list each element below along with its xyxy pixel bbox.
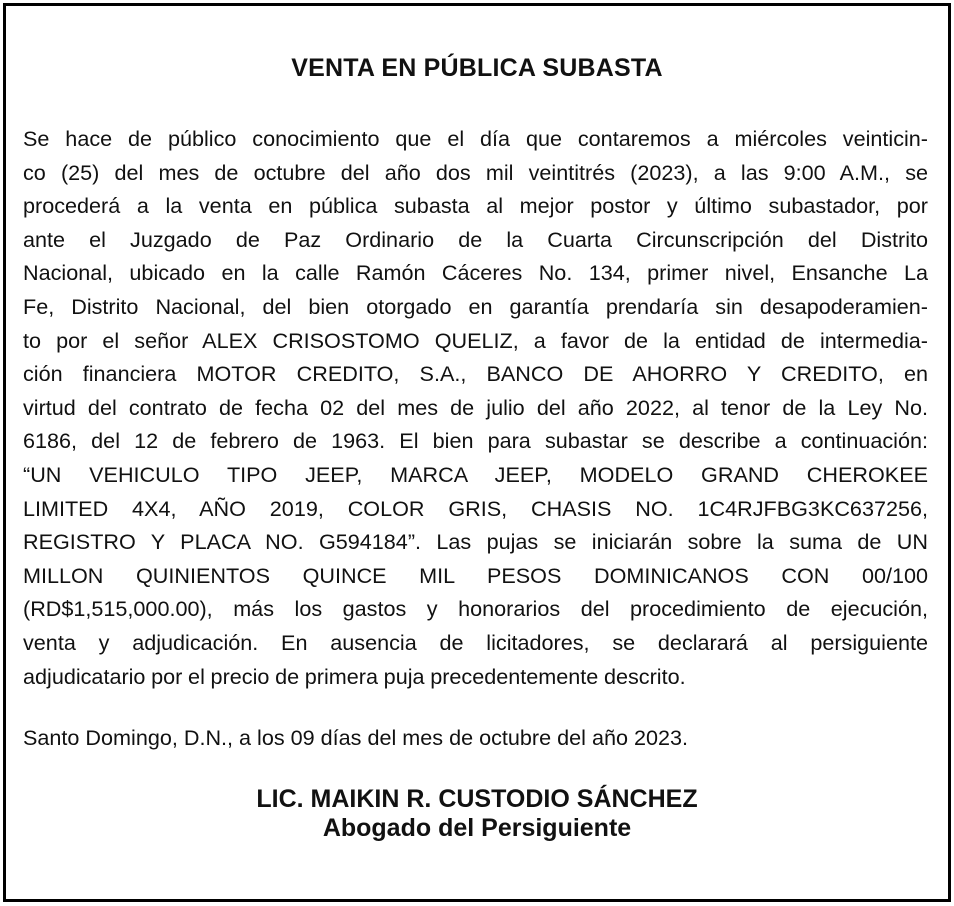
- body-line: to por el señor ALEX CRISOSTOMO QUELIZ, a favor de la entidad de intermedia-: [23, 327, 928, 353]
- body-line: procederá a la venta en pública subasta al mejor postor y último subastador, por: [23, 193, 928, 219]
- body-line: Fe, Distrito Nacional, del bien otorgado en garantía prendaría sin desapoderamien-: [23, 293, 928, 319]
- body-line: Nacional, ubicado en la calle Ramón Cáceres No. 134, primer nivel, Ensanche La: [23, 260, 928, 286]
- body-line: ción financiera MOTOR CREDITO, S.A., BANCO DE AHORRO Y CREDITO, en: [23, 361, 928, 387]
- body-line: virtud del contrato de fecha 02 del mes de julio del año 2022, al tenor de la Ley No.: [23, 394, 928, 420]
- notice-title: VENTA EN PÚBLICA SUBASTA: [291, 54, 663, 82]
- signer-role: Abogado del Persiguiente: [322, 814, 632, 842]
- body-line: REGISTRO Y PLACA NO. G594184”. Las pujas se iniciarán sobre la suma de UN: [23, 529, 928, 555]
- body-line: venta y adjudicación. En ausencia de licitadores, se declarará al persiguiente: [23, 629, 928, 655]
- body-line: LIMITED 4X4, AÑO 2019, COLOR GRIS, CHASIS NO. 1C4RJFBG3KC637256,: [23, 495, 928, 521]
- body-line: “UN VEHICULO TIPO JEEP, MARCA JEEP, MODELO GRAND CHEROKEE: [23, 461, 928, 487]
- signer-name: LIC. MAIKIN R. CUSTODIO SÁNCHEZ: [256, 785, 698, 813]
- notice-date-line: Santo Domingo, D.N., a los 09 días del mes de octubre del año 2023.: [23, 725, 689, 750]
- body-line: Se hace de público conocimiento que el día que contaremos a miércoles veinticin-: [23, 126, 928, 151]
- body-line: 6186, del 12 de febrero de 1963. El bien para subastar se describe a continuación:: [23, 428, 928, 454]
- legal-notice-box: [3, 3, 951, 902]
- body-line: MILLON QUINIENTOS QUINCE MIL PESOS DOMINICANOS CON 00/100: [23, 562, 928, 588]
- body-line: ante el Juzgado de Paz Ordinario de la Cuarta Circunscripción del Distrito: [23, 226, 928, 252]
- body-line: co (25) del mes de octubre del año dos mil veintitrés (2023), a las 9:00 A.M., se: [23, 159, 928, 185]
- body-line: adjudicatario por el precio de primera puja precedentemente descrito.: [23, 663, 686, 689]
- body-line: (RD$1,515,000.00), más los gastos y honorarios del procedimiento de ejecución,: [23, 596, 928, 622]
- notice-body: [23, 122, 928, 693]
